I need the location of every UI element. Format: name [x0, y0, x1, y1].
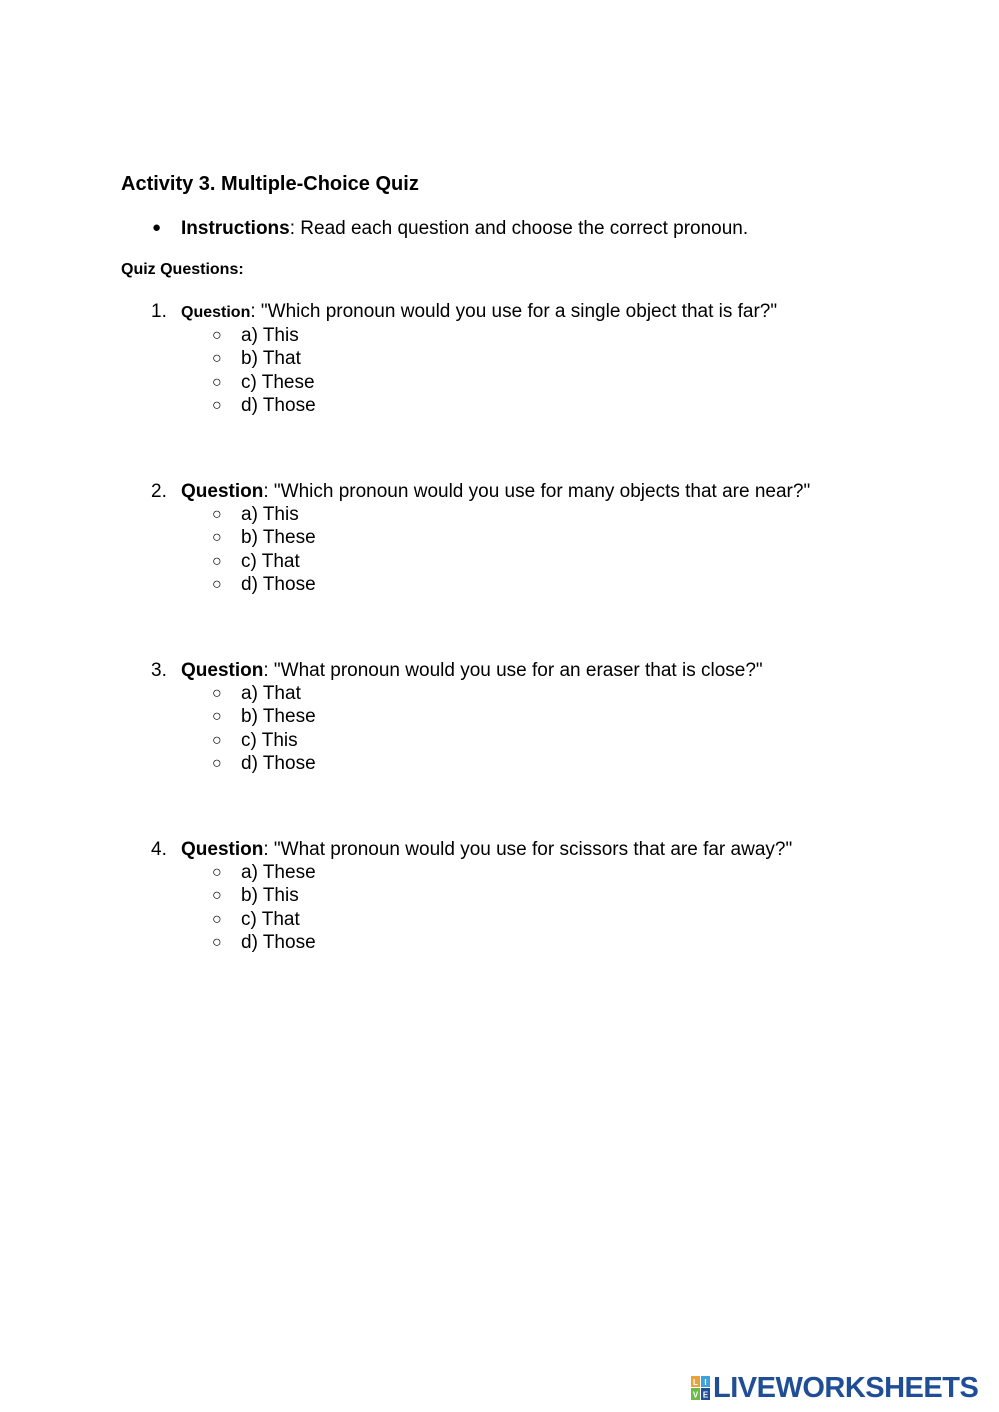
option-label: b) That: [241, 348, 301, 370]
instructions-label: Instructions: [181, 218, 290, 239]
question-label: Question: [181, 660, 264, 681]
option-d[interactable]: [151, 752, 971, 775]
radio-circle-icon: ○: [212, 506, 222, 524]
question-1: [151, 300, 971, 417]
question-4: [151, 838, 971, 954]
option-label: c) These: [241, 371, 315, 393]
option-label: c) That: [241, 550, 300, 572]
question-line: [151, 838, 971, 861]
option-label: a) That: [241, 683, 301, 705]
option-list: [151, 861, 971, 954]
question-number: 1.: [151, 301, 167, 322]
bullet-icon: ●: [152, 219, 162, 236]
option-d[interactable]: [151, 573, 971, 596]
radio-circle-icon: ○: [212, 933, 222, 951]
radio-circle-icon: ○: [212, 396, 222, 414]
question-text: : "What pronoun would you use for an eraser that is close?": [263, 660, 763, 681]
option-c[interactable]: [151, 371, 971, 394]
option-a[interactable]: [151, 503, 971, 526]
radio-circle-icon: ○: [212, 575, 222, 593]
question-text: : "Which pronoun would you use for many objects that are near?": [263, 481, 811, 502]
option-c[interactable]: [151, 908, 971, 931]
radio-circle-icon: ○: [212, 373, 222, 391]
svg-text:L: L: [693, 1378, 698, 1387]
option-list: [151, 682, 971, 775]
question-3: [151, 659, 971, 775]
option-label: b) This: [241, 885, 299, 907]
option-c[interactable]: [151, 729, 971, 752]
question-number: 3.: [151, 660, 167, 681]
question-number: 2.: [151, 481, 167, 502]
question-line: [151, 659, 971, 682]
liveworksheets-logo-icon: [691, 1375, 711, 1401]
question-line: [151, 480, 971, 503]
radio-circle-icon: ○: [212, 685, 222, 703]
radio-circle-icon: ○: [212, 327, 222, 345]
option-a[interactable]: [151, 861, 971, 884]
option-b[interactable]: [151, 884, 971, 907]
option-list: [151, 503, 971, 596]
svg-text:I: I: [704, 1378, 707, 1387]
option-label: a) This: [241, 504, 299, 526]
option-label: b) These: [241, 706, 316, 728]
liveworksheets-brand: [691, 1373, 978, 1403]
option-label: d) Those: [241, 931, 316, 953]
radio-circle-icon: ○: [212, 754, 222, 772]
option-d[interactable]: [151, 394, 971, 417]
option-label: b) These: [241, 527, 316, 549]
option-d[interactable]: [151, 931, 971, 954]
option-label: c) That: [241, 908, 300, 930]
quiz-questions-heading: Quiz Questions:: [121, 261, 244, 278]
option-c[interactable]: [151, 550, 971, 573]
option-list: [151, 324, 971, 417]
instructions-line: [152, 216, 748, 241]
option-label: d) Those: [241, 573, 316, 595]
option-label: a) These: [241, 862, 316, 884]
activity-title: Activity 3. Multiple-Choice Quiz: [121, 173, 419, 195]
option-b[interactable]: [151, 526, 971, 549]
radio-circle-icon: ○: [212, 887, 222, 905]
option-label: a) This: [241, 325, 299, 347]
question-line: [151, 300, 971, 324]
question-label: Question: [181, 839, 264, 860]
radio-circle-icon: ○: [212, 731, 222, 749]
question-text: : "What pronoun would you use for scissors that are far away?": [263, 839, 793, 860]
question-label: Question: [181, 481, 264, 502]
option-label: d) Those: [241, 752, 316, 774]
radio-circle-icon: ○: [212, 910, 222, 928]
radio-circle-icon: ○: [212, 864, 222, 882]
option-a[interactable]: [151, 682, 971, 705]
option-b[interactable]: [151, 705, 971, 728]
question-text: : "Which pronoun would you use for a single object that is far?": [250, 301, 778, 322]
option-label: c) This: [241, 729, 298, 751]
radio-circle-icon: ○: [212, 708, 222, 726]
brand-wordmark: LIVEWORKSHEETS: [713, 1372, 979, 1404]
option-a[interactable]: [151, 324, 971, 347]
question-2: [151, 480, 971, 596]
svg-text:E: E: [702, 1390, 709, 1400]
radio-circle-icon: ○: [212, 529, 222, 547]
option-label: d) Those: [241, 394, 316, 416]
instructions-text: : Read each question and choose the correct pronoun.: [289, 218, 749, 239]
question-number: 4.: [151, 839, 167, 860]
svg-text:V: V: [692, 1390, 699, 1400]
radio-circle-icon: ○: [212, 350, 222, 368]
question-label: Question: [181, 304, 251, 321]
radio-circle-icon: ○: [212, 552, 222, 570]
option-b[interactable]: [151, 347, 971, 370]
